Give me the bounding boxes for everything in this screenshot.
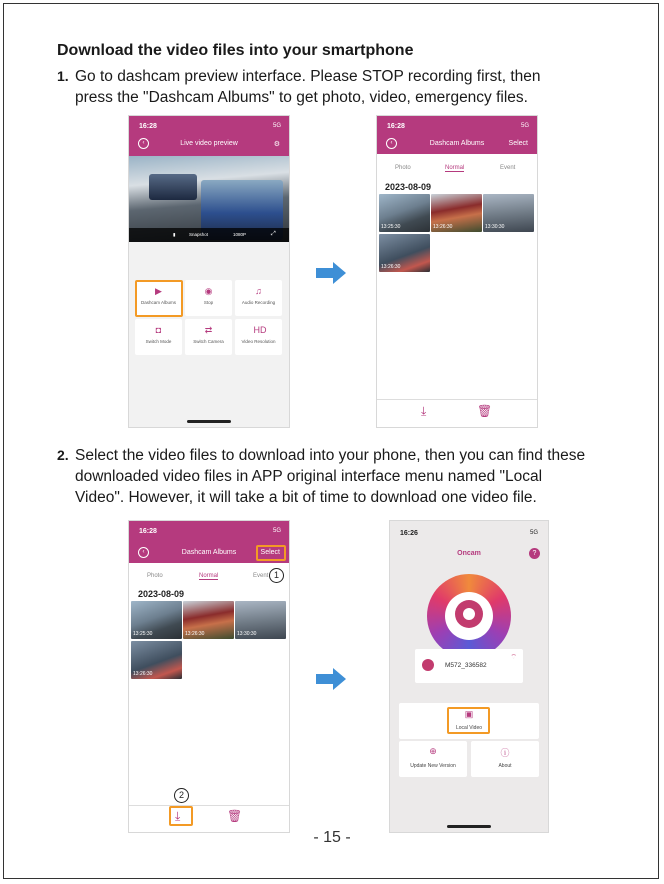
dashcam-albums-button[interactable]: ▶ Dashcam Albums	[135, 280, 182, 316]
back-icon[interactable]: ‹	[386, 138, 397, 149]
arrow-right-icon	[316, 262, 346, 284]
album-date: 2023-08-09	[138, 589, 185, 599]
tab-event[interactable]: Event	[253, 573, 269, 579]
signal-icon: 5G	[520, 123, 529, 129]
camera-icon: ◘	[155, 325, 162, 335]
device-card[interactable]: M572_336582 ⌔	[415, 649, 523, 683]
trash-icon[interactable]: 🗑	[227, 809, 243, 823]
highlight-box	[169, 806, 193, 826]
info-icon: ⓘ	[500, 748, 510, 758]
video-thumbnail[interactable]: 13:26:30	[431, 194, 482, 232]
bottom-action-bar	[377, 399, 537, 428]
select-button[interactable]: Select	[260, 549, 280, 556]
mic-icon: ♫	[255, 286, 262, 296]
signal-icon: 5G	[529, 530, 538, 536]
video-thumbnail[interactable]: 13:25:30	[379, 194, 430, 232]
stop-icon: ◉	[204, 286, 213, 296]
marker-1: 1	[269, 568, 284, 583]
page-border	[3, 3, 659, 879]
stop-button[interactable]: ◉ Stop	[185, 280, 232, 316]
app-title: Oncam	[457, 550, 481, 557]
about-button[interactable]: ⓘ About	[471, 741, 539, 777]
album-date: 2023-08-09	[385, 182, 432, 192]
page-number: - 15 -	[313, 829, 351, 846]
video-thumbnail[interactable]: 13:25:30	[131, 601, 182, 639]
play-icon: ▶	[155, 286, 162, 296]
app-header: 16:28 5G ‹ Dashcam Albums Select	[129, 521, 289, 563]
local-video-button[interactable]: ▣ Local Video	[399, 703, 539, 739]
marker-2: 2	[174, 788, 189, 803]
switch-camera-icon: ⇄	[204, 325, 213, 335]
signal-icon: 5G	[272, 528, 281, 534]
settings-icon[interactable]: ⚙	[273, 141, 280, 148]
tab-event[interactable]: Event	[500, 165, 516, 171]
device-icon	[422, 659, 434, 671]
switch-camera-button[interactable]: ⇄ Switch Camera	[185, 319, 232, 355]
video-toolbar	[129, 228, 289, 242]
phone-live-preview	[128, 115, 290, 428]
arrow-right-icon	[316, 668, 346, 690]
video-thumbnail[interactable]: 13:30:30	[483, 194, 534, 232]
video-icon: ▣	[464, 709, 474, 719]
video-resolution-button[interactable]: HD Video Resolution	[235, 319, 282, 355]
highlight-box	[135, 280, 183, 317]
home-indicator	[187, 420, 231, 423]
wifi-icon: ⌔	[510, 654, 517, 661]
highlight-box	[256, 545, 286, 561]
download-icon[interactable]: ⤓	[421, 404, 427, 418]
audio-recording-button[interactable]: ♫ Audio Recording	[235, 280, 282, 316]
home-indicator	[447, 825, 491, 828]
update-icon: ⊕	[429, 746, 437, 756]
signal-icon: 5G	[272, 123, 281, 129]
phone-dashcam-albums	[376, 115, 538, 428]
video-thumbnail[interactable]: 13:26:30	[379, 234, 430, 272]
car-image	[149, 174, 197, 200]
download-icon[interactable]: ⤓	[175, 809, 181, 823]
page-heading: Download the video files into your smartphone	[57, 42, 414, 59]
step-2-number: 2.	[57, 447, 69, 463]
video-thumbnail[interactable]: 13:26:30	[131, 641, 182, 679]
trash-icon[interactable]: 🗑	[477, 404, 493, 418]
phone-select-download	[128, 520, 290, 833]
fullscreen-icon[interactable]: ⤢	[271, 231, 276, 237]
video-thumbnail[interactable]: 13:30:30	[235, 601, 286, 639]
update-new-version-button[interactable]: ⊕ Update New Version	[399, 741, 467, 777]
tab-photo[interactable]: Photo	[395, 165, 411, 171]
app-header: 16:28 5G ‹ Dashcam Albums Select	[377, 116, 537, 154]
back-icon[interactable]: ‹	[138, 547, 149, 558]
step-1-number: 1.	[57, 68, 69, 84]
step-2-text: 2. Select the video files to download into your phone, then you can find these downloaded video files in APP original interface menu named "Local Video". However, it will take a bit of time to download one video file.	[57, 447, 586, 506]
select-button[interactable]: Select	[508, 140, 528, 147]
tab-normal[interactable]: Normal	[199, 573, 219, 579]
help-icon[interactable]: ?	[529, 548, 540, 559]
snapshot-button[interactable]: Snapshot	[189, 232, 209, 237]
phone-oncam-home: 16:26 5G Oncam ? M572_336582 ⌔ ▣ Local Video ⊕ Update New Version ⓘ About	[389, 520, 549, 833]
back-icon[interactable]: ‹	[138, 138, 149, 149]
tab-photo[interactable]: Photo	[147, 573, 163, 579]
video-thumbnail[interactable]: 13:26:30	[183, 601, 234, 639]
hd-icon: HD	[253, 325, 267, 335]
camera-logo	[427, 574, 511, 658]
app-header: 16:28 5G ‹ Live video preview ⚙	[129, 116, 289, 156]
sd-icon[interactable]: ▮	[173, 232, 176, 237]
step-1-text: 1. Go to dashcam preview interface. Please STOP recording first, then press the "Dashcam Albums" to get photo, video, emergency files.	[57, 68, 541, 106]
highlight-box	[447, 707, 490, 734]
resolution-label[interactable]: 1080P	[233, 232, 247, 237]
switch-mode-button[interactable]: ◘ Switch Mode	[135, 319, 182, 355]
tab-normal[interactable]: Normal	[445, 165, 465, 171]
